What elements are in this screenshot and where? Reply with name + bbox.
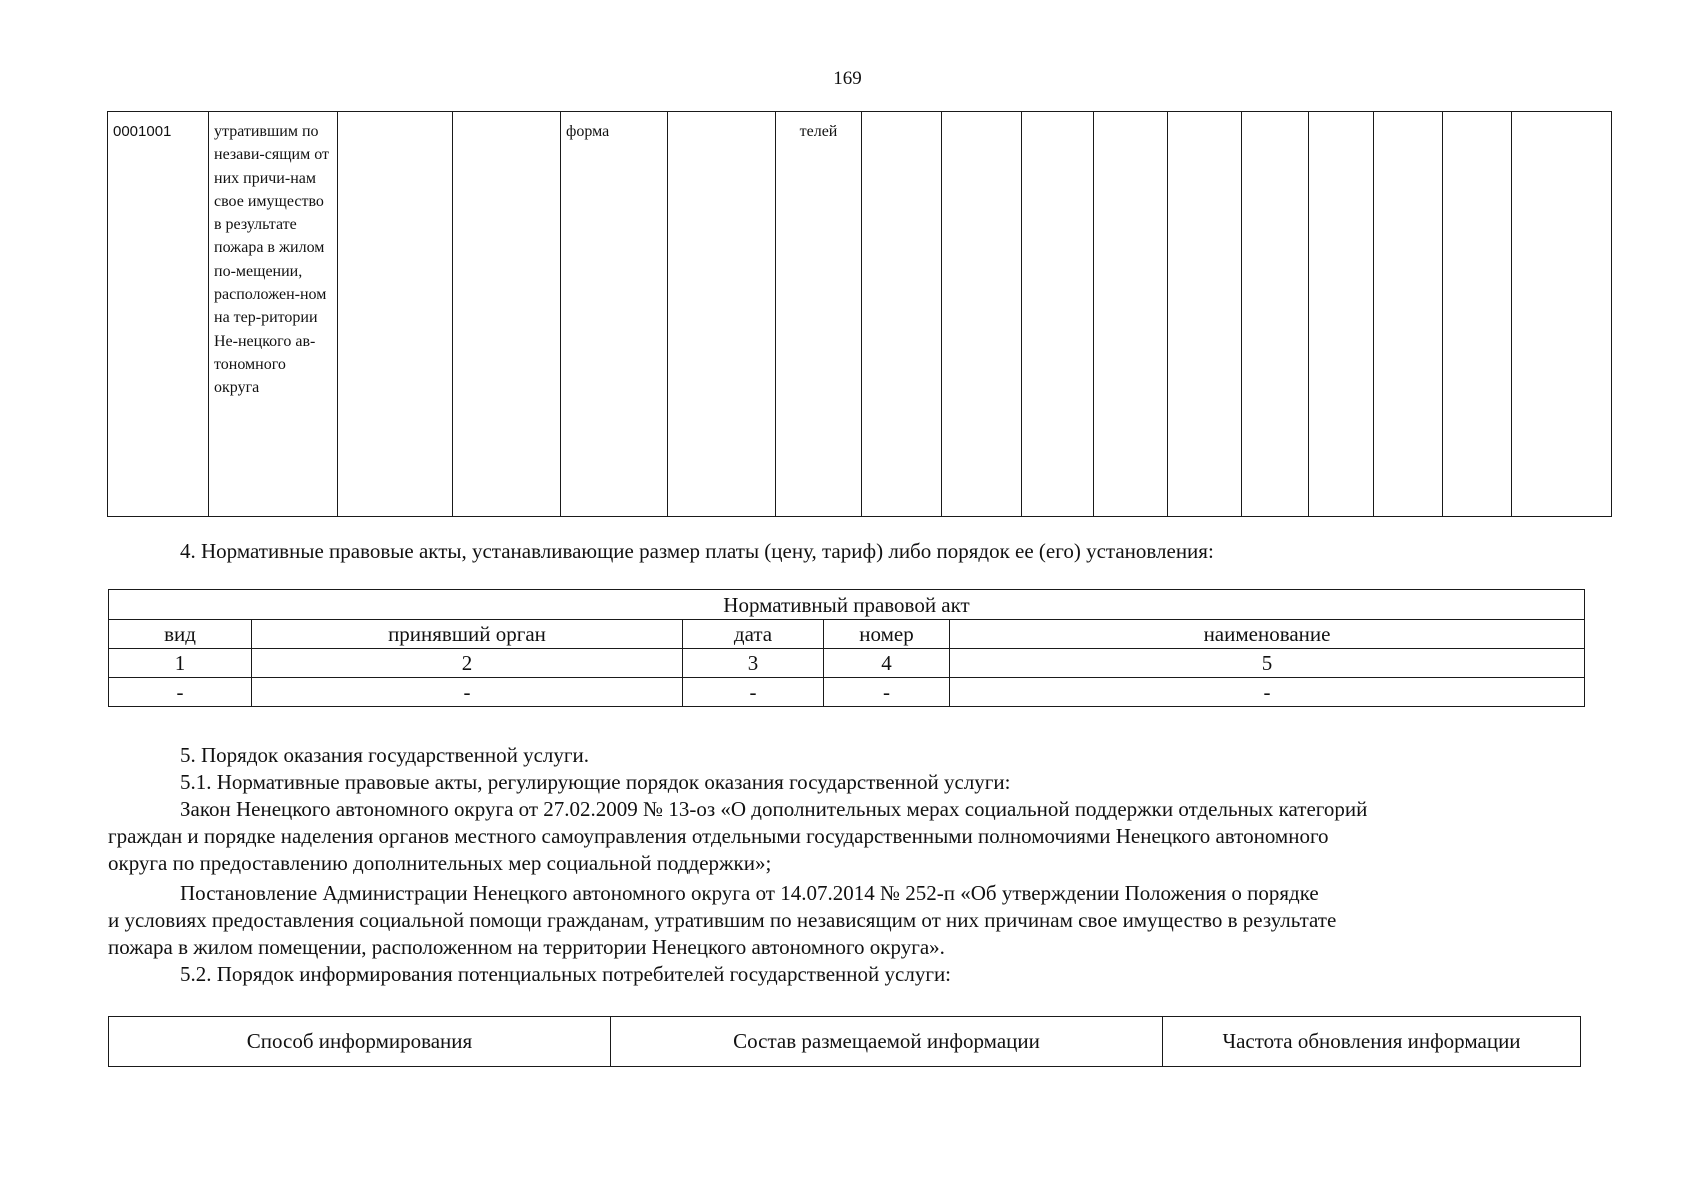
register-code-cell: 0001001 — [108, 112, 209, 517]
table-row — [109, 678, 1585, 707]
empty-cell — [668, 112, 776, 517]
empty-cell — [942, 112, 1022, 517]
empty-cell — [1374, 112, 1443, 517]
table-cell: - — [683, 678, 824, 707]
column-number: 1 — [109, 649, 252, 678]
table-header-row — [109, 620, 1585, 649]
form-cell: форма — [561, 112, 668, 517]
service-table-continuation — [107, 111, 1612, 517]
column-number: 3 — [683, 649, 824, 678]
column-number: 2 — [252, 649, 683, 678]
table-header-row — [109, 1017, 1581, 1067]
column-number: 5 — [950, 649, 1585, 678]
empty-cell — [453, 112, 561, 517]
table-cell: - — [950, 678, 1585, 707]
empty-cell — [1443, 112, 1512, 517]
table-caption: Нормативный правовой акт — [109, 590, 1585, 620]
empty-cell — [1094, 112, 1168, 517]
section-4-heading: 4. Нормативные правовые акты, устанавливающие размер платы (цену, тариф) либо порядок ее (его) установления: — [180, 539, 1214, 563]
empty-cell — [1242, 112, 1309, 517]
informing-table — [108, 1016, 1581, 1067]
table-cell: - — [252, 678, 683, 707]
empty-cell — [338, 112, 453, 517]
table-row — [109, 590, 1585, 620]
empty-cell — [1309, 112, 1374, 517]
column-header: номер — [824, 620, 950, 649]
column-header: принявший орган — [252, 620, 683, 649]
section-5-2-heading: 5.2. Порядок информирования потенциальных потребителей государственной услуги: — [180, 962, 952, 986]
decree-line-1: Постановление Администрации Ненецкого автономного округа от 14.07.2014 № 252-п «Об утверждении Положения о порядке — [180, 881, 1319, 905]
law-line-2: граждан и порядке наделения органов местного самоуправления отдельными государственными полномочиями Ненецкого автономного — [108, 824, 1329, 848]
empty-cell — [1022, 112, 1094, 517]
section-5-1-heading: 5.1. Нормативные правовые акты, регулирующие порядок оказания государственной услуги: — [180, 770, 1011, 794]
column-header: Частота обновления информации — [1163, 1017, 1581, 1067]
table-cell: - — [109, 678, 252, 707]
decree-line-3: пожара в жилом помещении, расположенном на территории Ненецкого автономного округа». — [108, 935, 945, 959]
law-line-3: округа по предоставлению дополнительных мер социальной поддержки»; — [108, 851, 772, 875]
table-cell: - — [824, 678, 950, 707]
column-header: Способ информирования — [109, 1017, 611, 1067]
column-header: вид — [109, 620, 252, 649]
decree-line-2: и условиях предоставления социальной помощи гражданам, утратившим по независящим от них причинам свое имущество в результате — [108, 908, 1337, 932]
section-5-heading: 5. Порядок оказания государственной услуги. — [180, 743, 589, 767]
column-header: Состав размещаемой информации — [611, 1017, 1163, 1067]
column-header: дата — [683, 620, 824, 649]
consumers-cell: телей — [776, 112, 862, 517]
empty-cell — [862, 112, 942, 517]
recipient-category-cell: утратившим по незави-сящим от них причи-нам свое имущество в результате пожара в жилом по-мещении, расположен-ном на тер-ритории Не-нецкого ав-тономного округа — [209, 112, 338, 517]
page-number: 169 — [833, 68, 862, 89]
table-row — [109, 649, 1585, 678]
column-number: 4 — [824, 649, 950, 678]
legal-acts-table — [108, 589, 1585, 707]
column-header: наименование — [950, 620, 1585, 649]
empty-cell — [1168, 112, 1242, 517]
table-row — [108, 112, 1612, 517]
empty-cell — [1512, 112, 1612, 517]
law-line-1: Закон Ненецкого автономного округа от 27.02.2009 № 13-оз «О дополнительных мерах социальной поддержки отдельных категорий — [180, 797, 1368, 821]
